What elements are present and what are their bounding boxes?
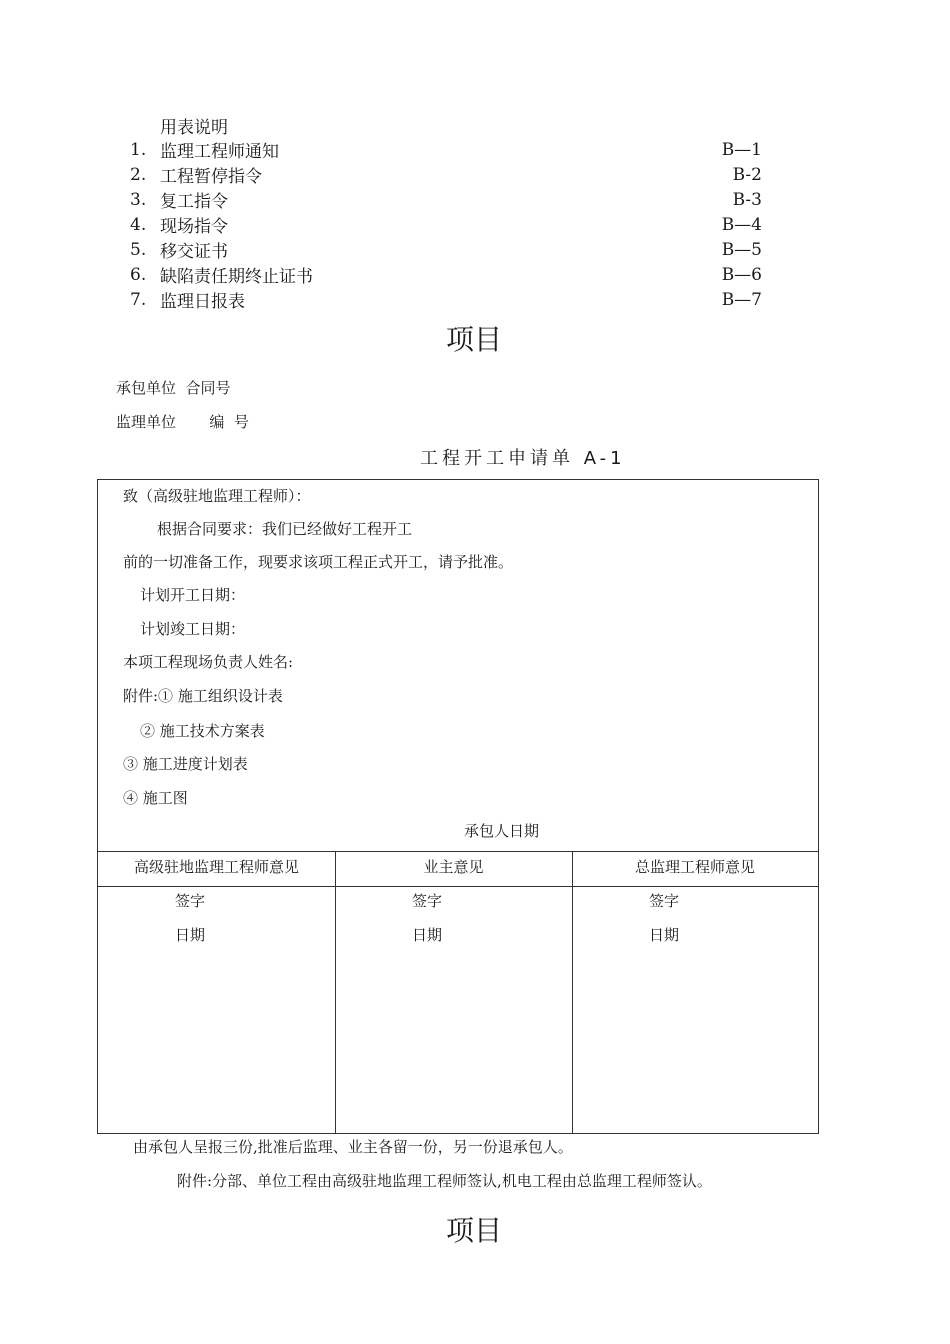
usage-item-number: 6. — [130, 264, 147, 285]
planned-end-date: 计划竣工日期： — [140, 620, 246, 638]
body-line-1: 根据合同要求：我们已经做好工程开工 — [157, 520, 413, 538]
column-divider — [572, 851, 573, 1133]
usage-item-code: B-2 — [732, 164, 762, 185]
usage-item-number: 3. — [130, 189, 147, 210]
usage-item-number: 1. — [130, 139, 147, 160]
usage-item-code: B—7 — [721, 289, 762, 310]
contractor-date: 承包人日期 — [464, 822, 540, 840]
usage-item-name: 复工指令 — [160, 192, 228, 212]
attachment-3: ③ 施工进度计划表 — [123, 755, 248, 773]
form-title: 工程开工申请单 A-1 — [420, 448, 626, 469]
usage-item — [130, 262, 762, 287]
addressee-line: 致（高级驻地监理工程师）： — [123, 487, 311, 505]
attachment-4: ④ 施工图 — [123, 789, 188, 807]
usage-item-name: 现场指令 — [160, 217, 228, 237]
signature-label: 签字 — [649, 892, 680, 910]
table-divider — [98, 886, 818, 887]
body-line-2: 前的一切准备工作，现要求该项工程正式开工，请予批准。 — [123, 553, 514, 571]
usage-item-code: B—1 — [721, 139, 762, 160]
usage-list — [130, 137, 762, 312]
application-form — [97, 479, 819, 1134]
usage-item — [130, 237, 762, 262]
usage-item-name: 监理日报表 — [160, 292, 245, 312]
date-label: 日期 — [649, 926, 680, 944]
usage-item — [130, 212, 762, 237]
usage-item-code: B—4 — [721, 214, 762, 235]
usage-item-number: 4. — [130, 214, 147, 235]
usage-item — [130, 162, 762, 187]
column-header-owner: 业主意见 — [423, 858, 484, 876]
usage-title: 用表说明 — [160, 118, 228, 138]
signature-label: 签字 — [412, 892, 443, 910]
section-heading-bottom: 项目 — [446, 1214, 503, 1247]
section-heading-top: 项目 — [446, 323, 503, 356]
usage-item-code: B—5 — [721, 239, 762, 260]
supervisor-field: 监理单位 编 号 — [116, 413, 249, 431]
usage-item-number: 2. — [130, 164, 147, 185]
column-header-chief-engineer: 总监理工程师意见 — [634, 858, 755, 876]
usage-item-number: 5. — [130, 239, 147, 260]
date-label: 日期 — [412, 926, 443, 944]
site-manager-name: 本项工程现场负责人姓名: — [123, 653, 294, 671]
usage-item — [130, 137, 762, 162]
submission-note: 由承包人呈报三份,批准后监理、业主各留一份，另一份退承包人。 — [133, 1138, 573, 1156]
planned-start-date: 计划开工日期： — [140, 586, 246, 604]
usage-item-name: 移交证书 — [160, 242, 228, 262]
usage-item-number: 7. — [130, 289, 147, 310]
date-label: 日期 — [175, 926, 206, 944]
attachment-note: 附件:分部、单位工程由高级驻地监理工程师签认,机电工程由总监理工程师签认。 — [177, 1172, 712, 1190]
usage-item-name: 监理工程师通知 — [160, 142, 279, 162]
usage-item-name: 工程暂停指令 — [160, 167, 262, 187]
column-divider — [335, 851, 336, 1133]
table-divider — [98, 851, 818, 852]
attachment-1: 附件:① 施工组织设计表 — [123, 687, 283, 705]
signature-label: 签字 — [175, 892, 206, 910]
usage-item-name: 缺陷责任期终止证书 — [160, 267, 313, 287]
usage-item-code: B—6 — [721, 264, 762, 285]
attachment-2: ② 施工技术方案表 — [140, 722, 265, 740]
contractor-field: 承包单位 合同号 — [116, 379, 231, 397]
column-header-resident-engineer: 高级驻地监理工程师意见 — [133, 858, 299, 876]
usage-item-code: B-3 — [732, 189, 762, 210]
usage-item — [130, 287, 762, 312]
usage-item — [130, 187, 762, 212]
